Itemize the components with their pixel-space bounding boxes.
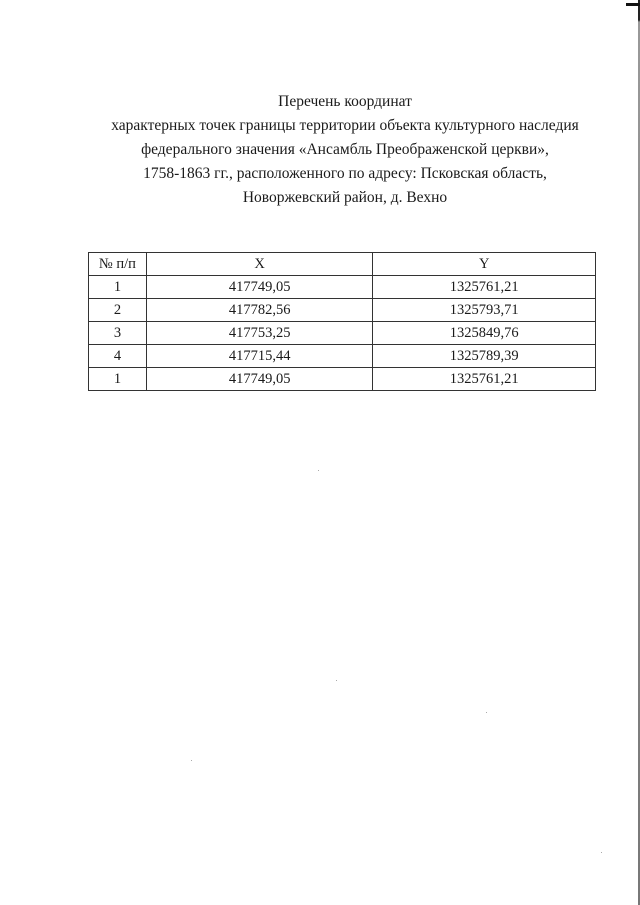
table-row — [89, 322, 596, 345]
table-row — [89, 299, 596, 322]
table-row — [89, 276, 596, 299]
cell-number: 1 — [89, 276, 147, 299]
table-row — [89, 368, 596, 391]
scan-speck — [336, 680, 337, 681]
scan-speck — [486, 712, 487, 713]
cell-x: 417749,05 — [146, 368, 373, 391]
cell-number: 3 — [89, 322, 147, 345]
cell-y: 1325761,21 — [373, 276, 596, 299]
document-title — [60, 90, 630, 210]
title-line-4: 1758-1863 гг., расположенного по адресу: Псковская область, — [143, 165, 547, 182]
header-number: № п/п — [89, 253, 147, 276]
table-header-row — [89, 253, 596, 276]
scan-speck — [601, 852, 602, 853]
cell-x: 417753,25 — [146, 322, 373, 345]
cell-x: 417715,44 — [146, 345, 373, 368]
cell-y: 1325761,21 — [373, 368, 596, 391]
coordinates-table — [88, 252, 596, 391]
header-x: X — [146, 253, 373, 276]
header-y: Y — [373, 253, 596, 276]
cell-y: 1325793,71 — [373, 299, 596, 322]
table-row — [89, 345, 596, 368]
cell-y: 1325849,76 — [373, 322, 596, 345]
scan-speck — [191, 760, 192, 761]
title-line-2: характерных точек границы территории объекта культурного наследия — [111, 117, 579, 134]
cell-number: 1 — [89, 368, 147, 391]
cell-number: 2 — [89, 299, 147, 322]
cell-x: 417749,05 — [146, 276, 373, 299]
cell-y: 1325789,39 — [373, 345, 596, 368]
title-line-1: Перечень координат — [278, 93, 412, 110]
title-line-5: Новоржевский район, д. Вехно — [242, 189, 448, 206]
cell-x: 417782,56 — [146, 299, 373, 322]
title-line-3: федерального значения «Ансамбль Преображенской церкви», — [141, 141, 549, 158]
cell-number: 4 — [89, 345, 147, 368]
scan-speck — [318, 470, 319, 471]
scan-mark — [626, 3, 640, 6]
